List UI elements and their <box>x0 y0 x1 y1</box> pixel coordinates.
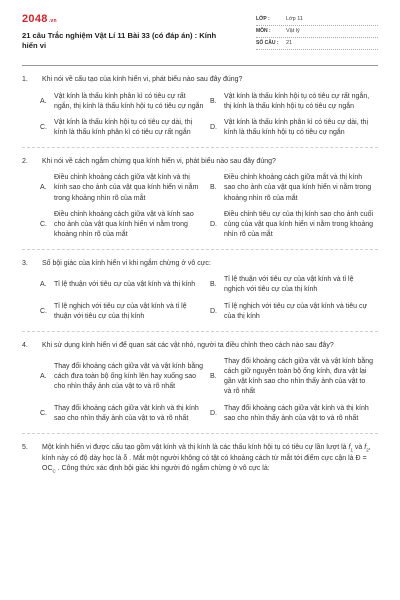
question-text-part: Một kính hiển vi được cấu tạo gồm vật kính và thị kính là các thấu kính hội tụ có tiêu cự lần lượt là <box>42 443 349 451</box>
option-text: Thay đổi khoảng cách giữa vật và vật kính bằng cách đưa toàn bộ ống kính lên hay xuống sao cho nhìn thấy ảnh của vật to và rõ nhất <box>54 363 204 391</box>
option-c[interactable] <box>40 404 208 424</box>
question-3 <box>22 259 378 322</box>
option-d[interactable] <box>210 302 378 322</box>
option-b[interactable] <box>210 173 378 203</box>
meta-label: LỚP : <box>256 16 270 22</box>
question-text <box>22 341 378 351</box>
question-body: Khi sử dụng kính hiển vi để quan sát các vật nhỏ, người ta điều chỉnh theo cách nào sau đây? <box>42 341 334 349</box>
meta-row-count <box>256 38 378 50</box>
option-letter: D. <box>210 409 217 417</box>
math-f1: f <box>348 443 351 451</box>
option-text: Tỉ lệ thuận với tiêu cự của vật kính và tỉ lệ nghịch với tiêu cự của thị kính <box>224 276 354 294</box>
meta-row-subject <box>256 26 378 38</box>
option-letter: D. <box>210 220 217 228</box>
options <box>22 357 378 424</box>
question-divider <box>22 433 378 434</box>
meta-label: MÔN : <box>256 27 271 34</box>
meta-value: Vật lý <box>286 27 300 34</box>
meta-label: SỐ CÂU : <box>256 39 279 46</box>
option-letter: B. <box>210 373 217 381</box>
document-title: 21 câu Trắc nghiệm Vật Lí 11 Bài 33 (có đáp án) : Kính hiển vi <box>22 30 217 51</box>
option-text: Vật kính là thấu kính hội tụ có tiêu cự dài, thị kính là thấu kính phân kì có tiêu cự rất ngắn <box>54 118 193 136</box>
option-letter: D. <box>210 307 217 315</box>
question-text <box>22 259 378 269</box>
option-d[interactable] <box>210 210 378 240</box>
option-letter: A. <box>40 184 47 192</box>
question-2 <box>22 157 378 240</box>
question-body: Khi nói về cách ngắm chừng qua kính hiển vi, phát biểu nào sau đây đúng? <box>42 158 276 166</box>
question-text <box>22 443 378 475</box>
question-divider <box>22 147 378 148</box>
question-4 <box>22 341 378 424</box>
question-text-part: , kính này có độ dày học là δ . Mắt một người không có tật có khoảng cách từ mắt tới điểm cực cận là Đ = OC <box>42 443 371 472</box>
option-text: Tỉ lệ thuận với tiêu cự của vật kính và thị kính <box>54 281 196 289</box>
question-1 <box>22 75 378 138</box>
math-f2-sub: 2 <box>366 447 369 453</box>
option-text: Tỉ lệ nghịch với tiêu cự của vật kính và tiêu cự của thị kính <box>224 302 368 320</box>
option-text: Điều chỉnh khoảng cách giữa vật và kính sao cho ảnh của vật qua kính hiển vi nằm trong khoảng nhìn rõ của mắt <box>54 210 194 238</box>
option-text: Điều chỉnh khoảng cách giữa mắt và thị kính sao cho ảnh của vật qua kính hiển vi nằm trong khoảng nhìn rõ của mắt <box>224 174 372 202</box>
option-a[interactable] <box>40 275 208 295</box>
option-letter: A. <box>40 281 47 289</box>
option-a[interactable] <box>40 173 208 203</box>
question-number: 4. <box>22 341 28 349</box>
option-text: Điều chỉnh tiêu cự của thị kính sao cho ảnh cuối cùng của vật qua kính hiển vi nằm trong khoảng nhìn rõ của mắt <box>224 210 374 238</box>
logo-text: 2048 <box>22 13 48 25</box>
question-number: 1. <box>22 76 28 84</box>
question-body <box>42 443 378 475</box>
question-divider <box>22 249 378 250</box>
option-text: Vật kính là thấu kính hội tụ có tiêu cự rất ngắn, thị kính là thấu kính hội tụ có tiêu cự ngắn <box>224 92 370 110</box>
header <box>22 12 378 51</box>
option-b[interactable] <box>210 92 378 112</box>
question-number: 3. <box>22 260 28 268</box>
meta-table <box>256 14 378 51</box>
options <box>22 173 378 240</box>
option-letter: A. <box>40 373 47 381</box>
option-b[interactable] <box>210 357 378 398</box>
meta-row-class <box>256 14 378 26</box>
option-letter: D. <box>210 123 217 131</box>
option-letter: C. <box>40 409 47 417</box>
header-left <box>22 12 222 51</box>
question-divider <box>22 331 378 332</box>
option-d[interactable] <box>210 404 378 424</box>
option-text: Thay đổi khoảng cách giữa vật kính và thị kính sao cho nhìn thấy ảnh của vật to và rõ nhất <box>224 404 369 422</box>
logo-suffix: .vn <box>48 18 57 24</box>
question-text <box>22 157 378 167</box>
question-number: 5. <box>22 443 28 451</box>
meta-value: Lớp 11 <box>286 16 303 22</box>
option-c[interactable] <box>40 118 208 138</box>
option-letter: B. <box>210 184 217 192</box>
math-cc-sub: C <box>52 468 56 474</box>
header-divider <box>22 65 378 66</box>
site-logo[interactable] <box>22 12 222 28</box>
meta-value: 21 <box>286 39 293 46</box>
option-letter: C. <box>40 307 47 315</box>
options <box>22 275 378 322</box>
question-text <box>22 75 378 85</box>
option-text: Tỉ lệ nghịch với tiêu cự của vật kính và tỉ lệ thuận với tiêu cự của thị kính <box>54 302 187 320</box>
option-letter: A. <box>40 97 47 105</box>
option-text: Điều chỉnh khoảng cách giữa vật kính và thị kính sao cho ảnh của vật qua kính hiển vi nằm trong khoảng nhìn rõ của mắt <box>54 174 199 202</box>
option-letter: B. <box>210 281 217 289</box>
math-f2: f <box>364 443 367 451</box>
option-c[interactable] <box>40 210 208 240</box>
option-d[interactable] <box>210 118 378 138</box>
question-body: Khi nói về cấu tạo của kính hiển vi, phát biểu nào sau đây đúng? <box>42 76 243 84</box>
question-text-part: . Công thức xác định bội giác khi người đó ngắm chừng ở vô cực là: <box>55 464 270 472</box>
option-text: Vật kính là thấu kính phân kì có tiêu cự dài, thị kính là thấu kính hội tụ có tiêu cự ngắn <box>224 118 368 136</box>
option-letter: B. <box>210 97 217 105</box>
option-a[interactable] <box>40 357 208 398</box>
option-a[interactable] <box>40 92 208 112</box>
option-letter: C. <box>40 123 47 131</box>
math-f1-sub: 1 <box>350 447 353 453</box>
options <box>22 92 378 139</box>
option-c[interactable] <box>40 302 208 322</box>
question-5 <box>22 443 378 475</box>
option-text: Thay đổi khoảng cách giữa vật và vật kính bằng cách giữ nguyên toàn bộ ống kính, đưa vật lại gần vật kính sao cho nhìn thấy ảnh của vật to và rõ nhất <box>224 357 374 396</box>
question-text-part: và <box>352 443 365 451</box>
option-text: Vật kính là thấu kính phân kì có tiêu cự rất ngắn, thị kính là thấu kính hội tụ có tiêu cự ngắn <box>54 92 204 110</box>
option-text: Thay đổi khoảng cách giữa vật kính và thị kính sao cho nhìn thấy ảnh của vật to và rõ nhất <box>54 404 199 422</box>
option-letter: C. <box>40 220 47 228</box>
option-b[interactable] <box>210 275 378 295</box>
question-number: 2. <box>22 158 28 166</box>
question-body: Số bội giác của kính hiển vi khi ngắm chừng ở vô cực: <box>42 260 211 268</box>
